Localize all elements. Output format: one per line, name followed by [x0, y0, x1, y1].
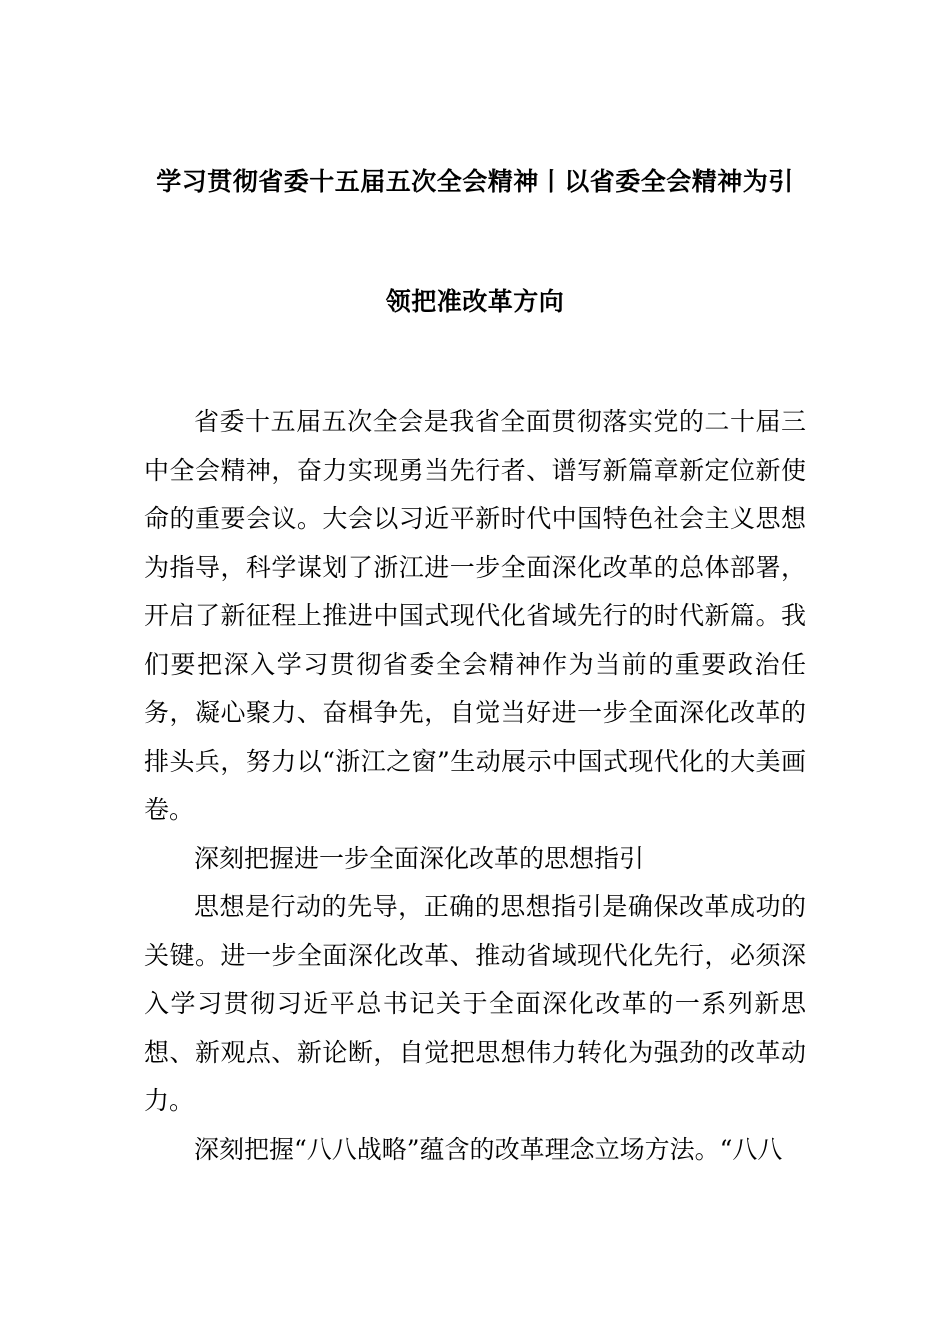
document-title-line-1: 学习贯彻省委十五届五次全会精神丨以省委全会精神为引: [156, 167, 794, 196]
document-title-line-2: 领把准改革方向: [385, 287, 565, 316]
paragraph-thought-guidance: 思想是行动的先导，正确的思想指引是确保改革成功的关键。进一步全面深化改革、推动省域现代化先行，必须深入学习贯彻习近平总书记关于全面深化改革的一系列新思想、新观点、新论断，自觉把思想伟力转化为强劲的改革动力。: [144, 892, 806, 1115]
document-body: [144, 398, 806, 1174]
paragraph-eight-eight-strategy: 深刻把握“八八战略”蕴含的改革理念立场方法。“八八: [194, 1134, 783, 1164]
paragraph-intro: 省委十五届五次全会是我省全面贯彻落实党的二十届三中全会精神，奋力实现勇当先行者、谱写新篇章新定位新使命的重要会议。大会以习近平新时代中国特色社会主义思想为指导，科学谋划了浙江进一步全面深化改革的总体部署，开启了新征程上推进中国式现代化省域先行的时代新篇。我们要把深入学习贯彻省委全会精神作为当前的重要政治任务，凝心聚力、奋楫争先，自觉当好进一步全面深化改革的排头兵，努力以“浙江之窗”生动展示中国式现代化的大美画卷。: [144, 407, 806, 824]
section-heading: 深刻把握进一步全面深化改革的思想指引: [194, 843, 645, 873]
